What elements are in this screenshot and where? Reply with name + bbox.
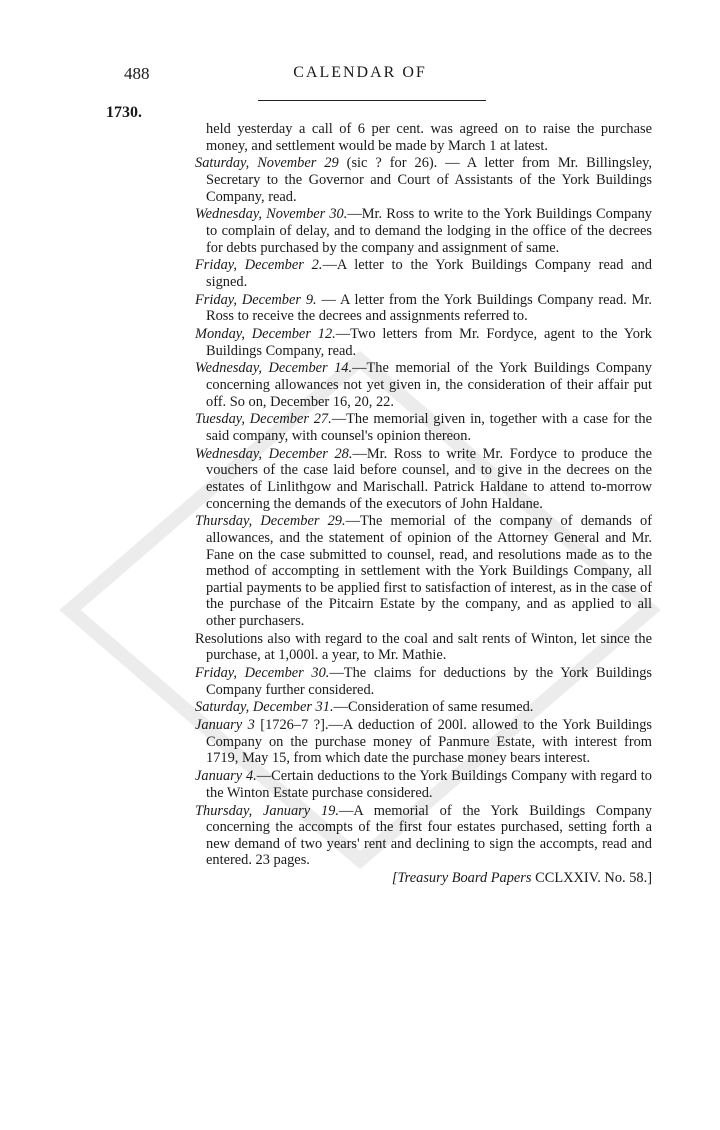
source-citation — [195, 870, 652, 887]
calendar-entry: Tuesday, December 27.—The memorial given in, together with a case for the said company, with counsel's opinion thereon. — [195, 411, 652, 444]
calendar-entry: Monday, December 12.—Two letters from Mr. Fordyce, agent to the York Buildings Company, read. — [195, 326, 652, 359]
calendar-entry: Saturday, December 31.—Consideration of same resumed. — [195, 699, 534, 716]
calendar-entry: Wednesday, December 14.—The memorial of the York Buildings Company concerning allowances not yet given in, the consideration of their affair put off. So on, December 16, 20, 22. — [195, 360, 652, 410]
calendar-entry: Resolutions also with regard to the coal and salt rents of Winton, let since the purchase, at 1,000l. a year, to Mr. Mathie. — [195, 630, 652, 664]
page-number: 488 — [124, 64, 150, 83]
header-rule — [258, 100, 486, 101]
citation-reference: CCLXXIV. No. 58.] — [535, 870, 652, 887]
calendar-entry: Saturday, November 29 (sic ? for 26). — A letter from Mr. Billingsley, Secretary to the Governor and Court of Assistants of the York Buildings Company, read. — [195, 155, 652, 205]
calendar-entry: Wednesday, December 28.—Mr. Ross to write Mr. Fordyce to produce the vouchers of the case laid before counsel, and to give in the decrees on the estates of Linlithgow and Marischall. Patrick Haldane to attend to-morrow concerning the demands of the executors of John Haldane. — [195, 445, 652, 512]
calendar-entry: January 4.—Certain deductions to the York Buildings Company with regard to the Winton Estate purchase considered. — [195, 768, 653, 801]
calendar-entry: Friday, December 30.—The claims for deductions by the York Buildings Company further considered. — [195, 665, 652, 698]
calendar-entry: Thursday, December 29.—The memorial of the company of demands of allowances, and the statement of opinion of the Attorney General and Mr. Fane on the case submitted to counsel, read, and resolutions made as to the method of accompting in settlement with the York Buildings Company, all partial payments to be applied first to satisfaction of interest, as in the case of the purchase of the Pitcairn Estate by the company, and as applied to all other purchasers. — [195, 513, 652, 629]
citation-source: [Treasury Board Papers — [391, 870, 532, 887]
calendar-entry: Friday, December 9. — A letter from the York Buildings Company read. Mr. Ross to receive the decrees and assignments referred to. — [195, 291, 653, 325]
calendar-entry: Thursday, January 19.—A memorial of the York Buildings Company concerning the accompts of the first four estates purchased, setting forth a new demand of two years' rent and declining to sign the accompts, read and entered. 23 pages. — [195, 802, 653, 869]
year-marginal: 1730. — [106, 104, 142, 121]
calendar-entry: Wednesday, November 30.—Mr. Ross to write to the York Buildings Company to complain of delay, and to demand the lodging in the office of the decrees for debts purchased by the company and assignment of same. — [195, 206, 652, 256]
calendar-entry: January 3 [1726–7 ?].—A deduction of 200l. allowed to the York Buildings Company on the purchase money of Panmure Estate, with interest from 1719, May 15, from which date the purchase money bears interest. — [195, 717, 653, 767]
calendar-entry: held yesterday a call of 6 per cent. was agreed on to raise the purchase money, and settlement would be made by March 1 at latest. — [206, 121, 652, 154]
running-head: CALENDAR OF — [293, 64, 427, 81]
calendar-entry: Friday, December 2.—A letter to the York Buildings Company read and signed. — [195, 257, 652, 290]
calendar-body — [195, 121, 652, 887]
